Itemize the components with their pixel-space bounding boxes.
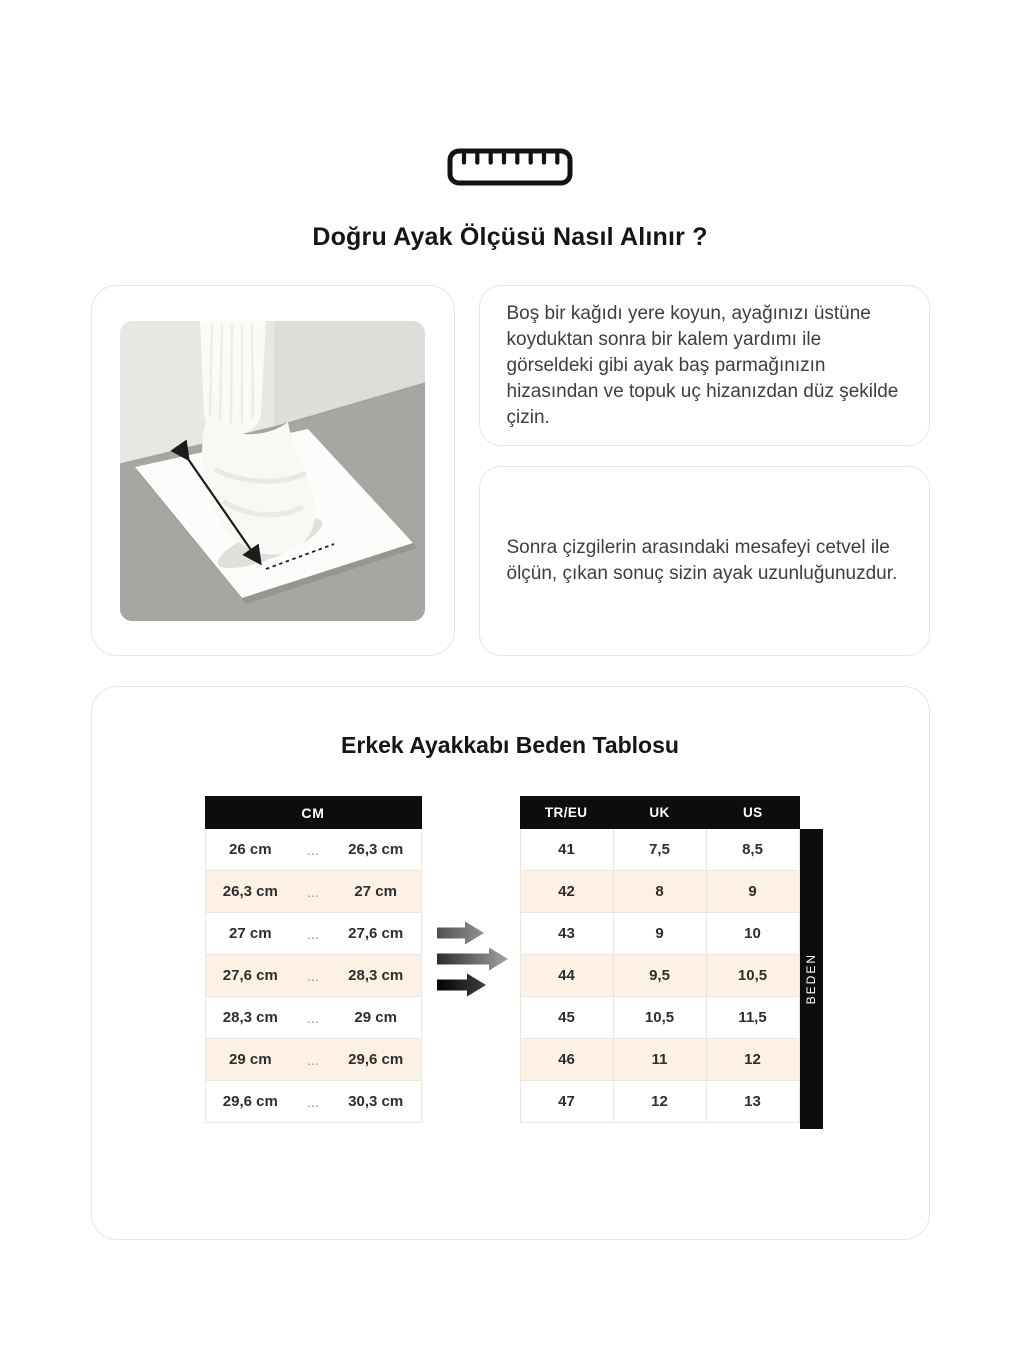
ruler-ticks — [464, 154, 557, 163]
uk-value: 10,5 — [614, 997, 707, 1039]
col-header-treu: TR/EU — [544, 805, 588, 820]
treu-value: 44 — [520, 955, 614, 997]
page — [0, 148, 1020, 1360]
ruler-icon — [447, 148, 573, 186]
cm-table-row — [205, 871, 422, 913]
step-1-text: Boş bir kağıdı yere koyun, ayağınızı üstüne koyduktan sonra bir kalem yardımı ile görseldeki gibi ayak baş parmağınızın hizasından ve topuk uç hizanızdan düz şekilde çizin. — [506, 302, 899, 428]
arrow-bottom — [437, 974, 486, 997]
cm-to: 29,6 cm — [348, 1051, 404, 1068]
cm-from: 27 cm — [229, 925, 272, 942]
cm-to: 27,6 cm — [348, 925, 404, 942]
cm-from: 26,3 cm — [222, 883, 278, 900]
conversion-table-row — [520, 913, 800, 955]
conversion-table-row — [520, 997, 800, 1039]
cm-to: 30,3 cm — [348, 1093, 404, 1110]
arrow-top — [437, 922, 484, 945]
us-value: 13 — [707, 1081, 800, 1123]
us-value: 8,5 — [707, 829, 800, 871]
cm-table — [205, 796, 422, 1123]
range-separator: ... — [307, 1051, 319, 1068]
treu-value: 46 — [520, 1039, 614, 1081]
treu-value: 42 — [520, 871, 614, 913]
cm-table-header: CM — [205, 796, 422, 829]
uk-value: 9,5 — [614, 955, 707, 997]
range-separator: ... — [307, 883, 319, 900]
conversion-table-header — [520, 796, 800, 829]
cm-to: 26,3 cm — [348, 841, 404, 858]
foot-photo-card — [91, 285, 455, 656]
range-separator: ... — [307, 841, 319, 858]
cm-table-row — [205, 1039, 422, 1081]
howto-section — [91, 285, 930, 656]
uk-value: 7,5 — [614, 829, 707, 871]
size-tables — [92, 796, 929, 1131]
conversion-table-row — [520, 1039, 800, 1081]
us-value: 11,5 — [707, 997, 800, 1039]
three-right-arrows-icon — [437, 921, 511, 997]
cm-to: 28,3 cm — [348, 967, 404, 984]
arrow-middle — [437, 948, 508, 971]
size-table-section — [91, 686, 930, 1240]
cm-from: 27,6 cm — [222, 967, 278, 984]
cm-from: 28,3 cm — [222, 1009, 278, 1026]
cm-to: 27 cm — [354, 883, 397, 900]
page-title: Doğru Ayak Ölçüsü Nasıl Alınır ? — [312, 223, 708, 251]
conversion-table — [520, 796, 800, 1123]
uk-value: 12 — [614, 1081, 707, 1123]
ruler-icon-svg — [447, 148, 573, 186]
cm-table-row — [205, 997, 422, 1039]
conversion-table-row — [520, 829, 800, 871]
step-card-2 — [479, 466, 930, 656]
treu-value: 41 — [520, 829, 614, 871]
cm-from: 29 cm — [229, 1051, 272, 1068]
cm-from: 26 cm — [229, 841, 272, 858]
conversion-table-row — [520, 955, 800, 997]
us-value: 12 — [707, 1039, 800, 1081]
cm-to: 29 cm — [354, 1009, 397, 1026]
cm-table-row — [205, 829, 422, 871]
conversion-table-row — [520, 1081, 800, 1123]
uk-value: 8 — [614, 871, 707, 913]
us-value: 9 — [707, 871, 800, 913]
beden-side-label — [800, 829, 823, 1129]
us-value: 10 — [707, 913, 800, 955]
treu-value: 45 — [520, 997, 614, 1039]
cm-table-row — [205, 955, 422, 997]
size-table-title: Erkek Ayakkabı Beden Tablosu — [341, 732, 679, 758]
col-header-us: US — [743, 805, 763, 820]
col-header-uk: UK — [649, 805, 670, 820]
conversion-table-row — [520, 871, 800, 913]
treu-value: 43 — [520, 913, 614, 955]
beden-text: BEDEN — [804, 953, 818, 1005]
range-separator: ... — [307, 1093, 319, 1110]
step-card-1 — [479, 285, 930, 446]
range-separator: ... — [307, 925, 319, 942]
range-separator: ... — [307, 1009, 319, 1026]
cm-table-row — [205, 913, 422, 955]
content-column — [91, 148, 930, 1240]
range-separator: ... — [307, 967, 319, 984]
foot-measurement-photo — [120, 321, 425, 621]
step-2-text: Sonra çizgilerin arasındaki mesafeyi cetvel ile ölçün, çıkan sonuç sizin ayak uzunluğunuzdur. — [506, 537, 898, 584]
uk-value: 11 — [614, 1039, 707, 1081]
us-value: 10,5 — [707, 955, 800, 997]
howto-steps — [479, 285, 930, 656]
cm-table-row — [205, 1081, 422, 1123]
treu-value: 47 — [520, 1081, 614, 1123]
cm-from: 29,6 cm — [222, 1093, 278, 1110]
uk-value: 9 — [614, 913, 707, 955]
